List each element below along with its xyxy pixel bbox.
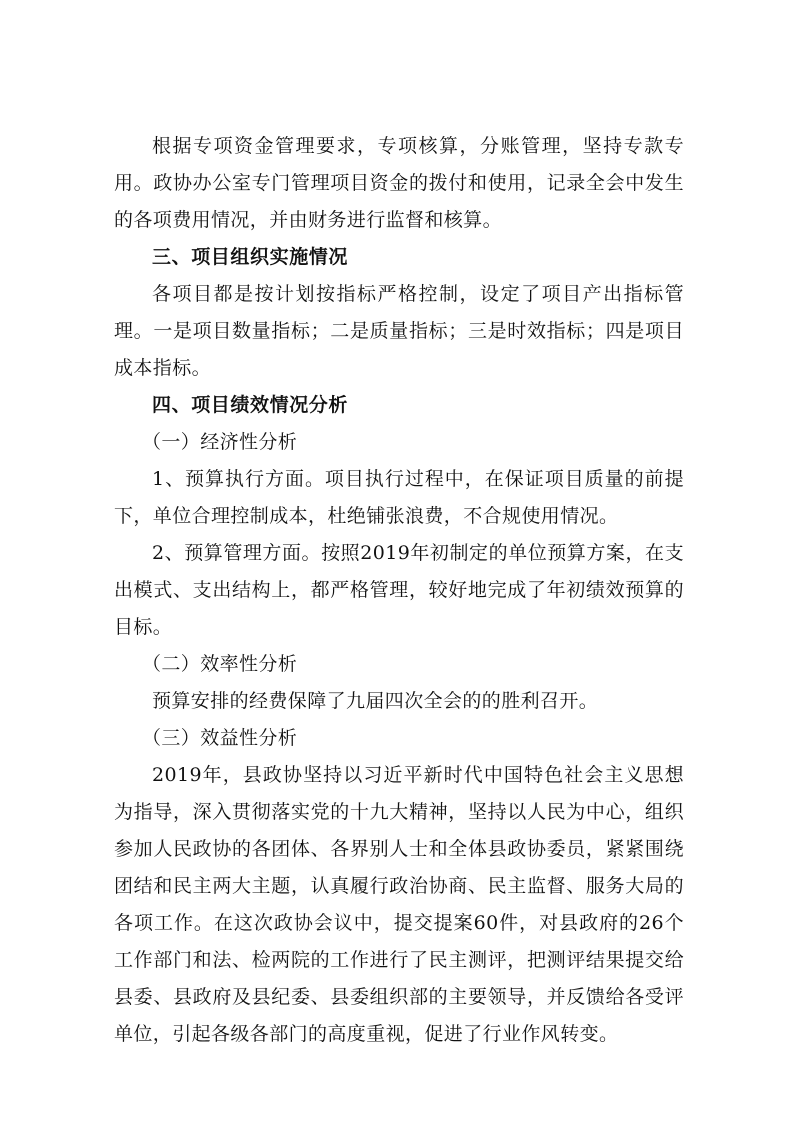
heading-performance-analysis: 四、项目绩效情况分析	[152, 394, 349, 416]
subheading-efficiency: （二）效率性分析	[142, 653, 298, 675]
heading-implementation: 三、项目组织实施情况	[152, 246, 349, 268]
paragraph-funding-guarantee: 预算安排的经费保障了九届四次全会的的胜利召开。	[152, 690, 599, 712]
paragraph-effectiveness-detail: 2019年，县政协坚持以习近平新时代中国特色社会主义思想为指导，深入贯彻落实党的十九大精神，坚持以人民为中心，组织参加人民政协的各团体、各界别人士和全体县政协委员，紧紧围绕团结和民主两大主题，认真履行政治协商、民主监督、服务大局的各项工作。在这次政协会议中，提交提案60件，对县政府的26个工作部门和法、检两院的工作进行了民主测评，把测评结果提交给县委、县政府及县纪委、县委组织部的主要领导，并反馈给各受评单位，引起各级各部门的高度重视，促进了行业作风转变。	[114, 764, 684, 1045]
document-body	[114, 128, 684, 1053]
paragraph-indicators: 各项目都是按计划按指标严格控制，设定了项目产出指标管理。一是项目数量指标；二是质量指标；三是时效指标；四是项目成本指标。	[114, 283, 684, 379]
subheading-effectiveness: （三）效益性分析	[142, 727, 298, 749]
paragraph-fund-management: 根据专项资金管理要求，专项核算，分账管理，坚持专款专用。政协办公室专门管理项目资金的拨付和使用，记录全会中发生的各项费用情况，并由财务进行监督和核算。	[114, 135, 684, 231]
paragraph-budget-management: 2、预算管理方面。按照2019年初制定的单位预算方案，在支出模式、支出结构上，都严格管理，较好地完成了年初绩效预算的目标。	[114, 542, 684, 638]
subheading-economy: （一）经济性分析	[142, 431, 298, 453]
paragraph-budget-execution: 1、预算执行方面。项目执行过程中，在保证项目质量的前提下，单位合理控制成本，杜绝铺张浪费，不合规使用情况。	[114, 468, 684, 527]
